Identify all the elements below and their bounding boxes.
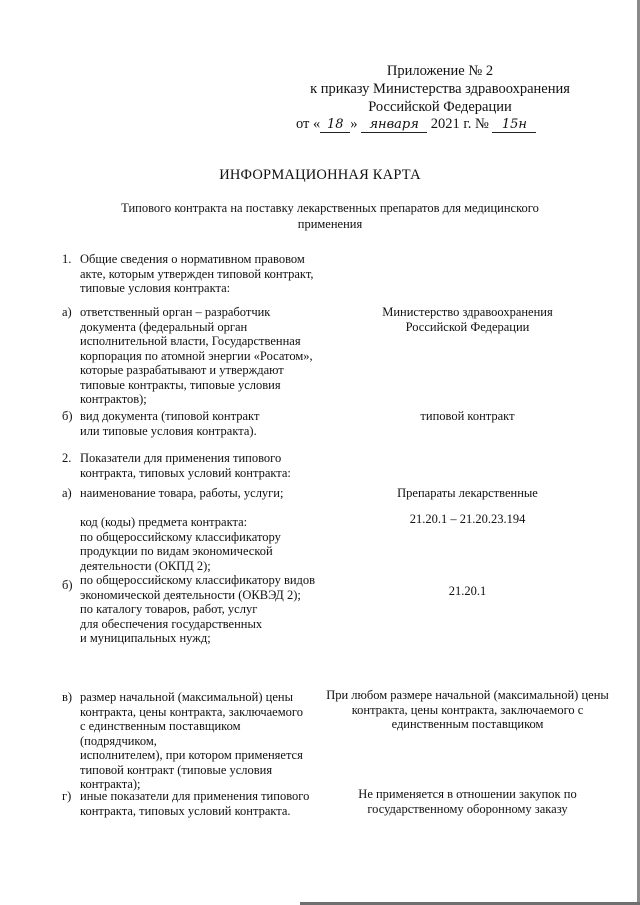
item-2a-mark: а) [62, 486, 72, 500]
handwritten-month: января [361, 117, 427, 133]
item-1a-value: Министерство здравоохранения Российской Федерации [382, 305, 553, 334]
date-prefix: от « [296, 116, 321, 132]
item-1a-text: ответственный орган – разработчик документа (федеральный орган исполнительной власти, Государственная корпорация по атомной энергии «Росатом», которые разрабатывают и утверждают типовые контракты, типовые условия контрактов); [80, 305, 313, 406]
handwritten-day: 18 [320, 117, 350, 133]
appendix-line-1: Приложение № 2 [386, 63, 494, 79]
section-1-text: Общие сведения о нормативном правовом акте, которым утвержден типовой контракт, типовые условия контракта: [80, 252, 314, 295]
item-2b-text: код (коды) предмета контракта: по общероссийскому классификатору продукции по видам экономической деятельности (ОКПД 2); по общероссийскому классификатору видов экономической деятельности (ОКВЭД 2); по каталогу товаров, работ, услуг для обеспечения государственных и муниципальных нужд; [80, 515, 316, 645]
item-2v-text: размер начальной (максимальной) цены контракта, цены контракта, заключаемого с единственным поставщиком (подрядчиком, исполнителем), при котором применяется типовой контракт (типовые условия контракта); [80, 690, 303, 791]
appendix-header [290, 62, 590, 116]
item-2v-mark: в) [62, 690, 73, 704]
order-date-line [296, 116, 596, 133]
item-2b-okved-value: 21.20.1 [448, 584, 487, 598]
item-2v-value: При любом размере начальной (максимальной) цены контракта, цены контракта, заключаемого с единственным поставщиком [326, 688, 609, 731]
item-2a-value: Препараты лекарственные [397, 486, 538, 500]
item-1b-text: вид документа (типовой контракт или типовые условия контракта). [80, 409, 260, 438]
document-subtitle: Типового контракта на поставку лекарственных препаратов для медицинского применения [121, 201, 539, 231]
item-1b-mark: б) [62, 409, 73, 423]
item-2g-mark: г) [62, 789, 72, 803]
item-2b-okpd-value: 21.20.1 – 21.20.23.194 [409, 512, 526, 526]
item-2a-text: наименование товара, работы, услуги; [80, 486, 284, 500]
item-2g-text: иные показатели для применения типового контракта, типовых условий контракта. [80, 789, 310, 818]
date-mid: » [350, 116, 358, 132]
appendix-line-3: Российской Федерации [368, 99, 512, 115]
date-year: 2021 г. № [430, 116, 489, 132]
item-2b-mark: б) [62, 578, 73, 592]
document-title: ИНФОРМАЦИОННАЯ КАРТА [219, 167, 421, 183]
section-2-number: 2. [62, 451, 72, 465]
appendix-line-2: к приказу Министерства здравоохранения [310, 81, 570, 97]
handwritten-number: 15н [492, 117, 536, 133]
item-1b-value: типовой контракт [420, 409, 515, 423]
item-2g-value: Не применяется в отношении закупок по государственному оборонному заказу [358, 787, 577, 816]
item-1a-mark: а) [62, 305, 72, 319]
section-2-text: Показатели для применения типового контракта, типовых условий контракта: [80, 451, 291, 480]
section-1-number: 1. [62, 252, 72, 266]
